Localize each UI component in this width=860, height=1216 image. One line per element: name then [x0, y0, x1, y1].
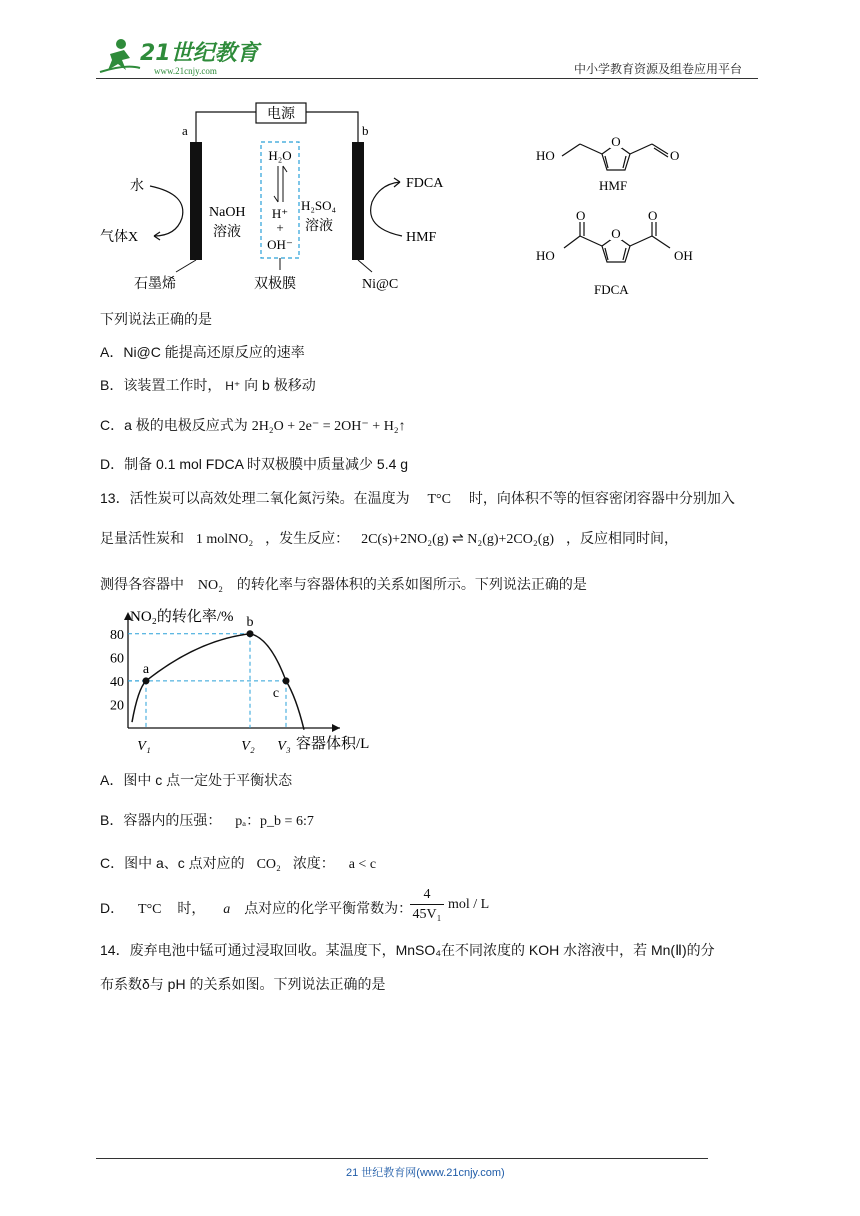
q13-line3-post: 的转化率与容器体积的关系如图所示。下列说法正确的是	[236, 576, 587, 592]
logo-figure-icon	[96, 34, 266, 78]
fdca-oh-label: OH	[674, 248, 693, 263]
h2so4-solution-label: 溶液	[305, 219, 333, 234]
membrane-label: 双极膜	[254, 277, 296, 292]
logo-text: 21世纪教育	[140, 41, 259, 66]
q13-option-d	[100, 898, 412, 920]
q13-line3-pre: 测得各容器中	[100, 576, 184, 592]
y-tick-label: 20	[110, 698, 124, 714]
header-platform-text: 中小学教育资源及组卷应用平台	[574, 62, 743, 76]
naoh-solution-label: 溶液	[213, 225, 241, 240]
q14-line1: 14．废弃电池中锰可通过浸取回收。某温度下，MnSO₄在不同浓度的 KOH 水溶液中，若 Mn(Ⅱ)的分	[100, 942, 715, 958]
graphene-electrode	[190, 142, 202, 260]
logo-url: www.21cnjy.com	[154, 66, 217, 76]
q13-amount: 1 molNO₂	[195, 532, 254, 547]
x-tick-label: V₃	[277, 739, 291, 754]
q13-option-c	[100, 853, 376, 875]
data-point-c	[283, 677, 290, 684]
hmf-ho-label: HO	[536, 148, 555, 163]
q13-b-pre: B．容器内的压强：	[100, 812, 222, 828]
q13-d-pre: D．	[100, 900, 125, 916]
water-label: 水	[130, 179, 144, 194]
q12-c-equation: 2H₂O + 2e⁻ = 2OH⁻ + H₂↑	[251, 419, 406, 434]
q13-c-mid: 浓度：	[292, 855, 335, 871]
fdca-carbonyl-o-right: O	[648, 208, 658, 223]
h-plus-label: H⁺	[271, 206, 289, 221]
hmf-ring-oxygen: O	[611, 134, 621, 149]
nic-label: Ni@C	[362, 277, 399, 292]
nic-electrode	[352, 142, 364, 260]
q12-stem: 下列说法正确的是	[100, 311, 212, 327]
fdca-name: FDCA	[594, 282, 629, 297]
q12-option-a: A．Ni@C 能提高还原反应的速率	[100, 344, 305, 360]
hmf-name: HMF	[599, 178, 628, 193]
q13-c-equation: a < c	[348, 857, 377, 872]
point-label-b: b	[246, 614, 254, 630]
electrolysis-diagram	[96, 98, 756, 302]
plus-sign: +	[276, 220, 284, 235]
footer-text: 21 世纪教育网(www.21cnjy.com)	[346, 1167, 505, 1179]
q13-line2-mid: ，发生反应：	[265, 530, 350, 546]
x-axis-label: 容器体积/L	[296, 736, 370, 752]
data-point-a	[143, 677, 150, 684]
y-axis-label: NO₂的转化率/%	[130, 609, 234, 625]
q13-line1-pre: 13．活性炭可以高效处理二氧化氮污染。在温度为	[100, 490, 410, 506]
header-rule	[96, 78, 758, 79]
point-label-a: a	[142, 661, 150, 677]
graphene-label: 石墨烯	[134, 277, 176, 292]
x-tick-label: V₂	[241, 739, 255, 754]
q12-option-b	[100, 375, 316, 396]
h2o-label: H₂O	[268, 148, 292, 163]
electrode-a-label: a	[182, 123, 188, 138]
q12-option-c	[100, 415, 406, 437]
fdca-carbonyl-o-left: O	[576, 208, 586, 223]
q13-d-temp: T°C	[138, 902, 162, 917]
y-tick-label: 80	[110, 627, 124, 643]
conversion-chart	[100, 606, 400, 758]
power-label: 电源	[267, 107, 295, 122]
q13-d-unit: mol / L	[448, 897, 490, 912]
q13-reaction-equation: 2C(s)+2NO₂(g) ⇌ N₂(g)+2CO₂(g)	[361, 532, 555, 547]
hmf-aldehyde-oxygen: O	[670, 148, 680, 163]
y-tick-label: 40	[110, 674, 124, 690]
q13-line1	[100, 488, 735, 510]
q13-b-equation: pₐ：p_b = 6:7	[235, 814, 314, 829]
naoh-label: NaOH	[209, 205, 246, 220]
q13-d-denominator: 45V₁	[410, 904, 444, 925]
x-axis-arrow	[332, 724, 340, 732]
data-point-b	[247, 630, 254, 637]
x-tick-label: V₁	[137, 739, 151, 754]
q13-d-fraction	[410, 886, 444, 925]
footer-rule	[96, 1158, 708, 1159]
q13-line2-post: ，反应相同时间，	[565, 530, 678, 546]
q14-line2: 布系数δ与 pH 的关系如图。下列说法正确的是	[100, 976, 386, 992]
q13-species: NO₂	[197, 578, 223, 593]
q12-b-pre: B．该装置工作时，	[100, 377, 222, 393]
fdca-ho-label: HO	[536, 248, 555, 263]
oh-minus-label: OH⁻	[267, 237, 293, 252]
q13-option-a: A．图中 c 点一定处于平衡状态	[100, 772, 293, 788]
q13-line2-pre: 足量活性炭和	[100, 530, 184, 546]
q13-d-a: a	[223, 902, 231, 917]
q13-option-b	[100, 810, 314, 832]
q13-line2	[100, 528, 678, 550]
q13-line1-post: 时，向体积不等的恒容密闭容器中分别加入	[468, 490, 735, 506]
q13-c-species: CO₂	[256, 857, 281, 872]
q13-c-pre: C．图中 a、c 点对应的	[100, 855, 245, 871]
q12-b-post: 向 b 极移动	[244, 377, 316, 393]
q12-option-d: D．制备 0.1 mol FDCA 时双极膜中质量减少 5.4 g	[100, 456, 409, 472]
q13-d-mid2: 点对应的化学平衡常数为：	[244, 900, 413, 916]
conversion-curve	[132, 634, 304, 730]
site-logo	[96, 34, 266, 78]
electrode-b-label: b	[362, 123, 369, 138]
gas-x-label: 气体X	[100, 230, 139, 245]
q13-d-numerator: 4	[423, 887, 431, 902]
q12-c-pre: C．a 极的电极反应式为	[100, 417, 248, 433]
y-tick-label: 60	[110, 651, 124, 667]
fdca-ring-oxygen: O	[611, 226, 621, 241]
h2so4-label: H₂SO₄	[301, 198, 337, 213]
point-label-c: c	[272, 685, 280, 701]
q12-b-ion: H⁺	[225, 379, 241, 393]
q13-d-mid1: 时，	[177, 900, 206, 916]
hmf-reactant-label: HMF	[406, 230, 437, 245]
fdca-product-label: FDCA	[406, 176, 444, 191]
q13-temp: T°C	[427, 492, 451, 507]
q13-line3	[100, 574, 587, 596]
